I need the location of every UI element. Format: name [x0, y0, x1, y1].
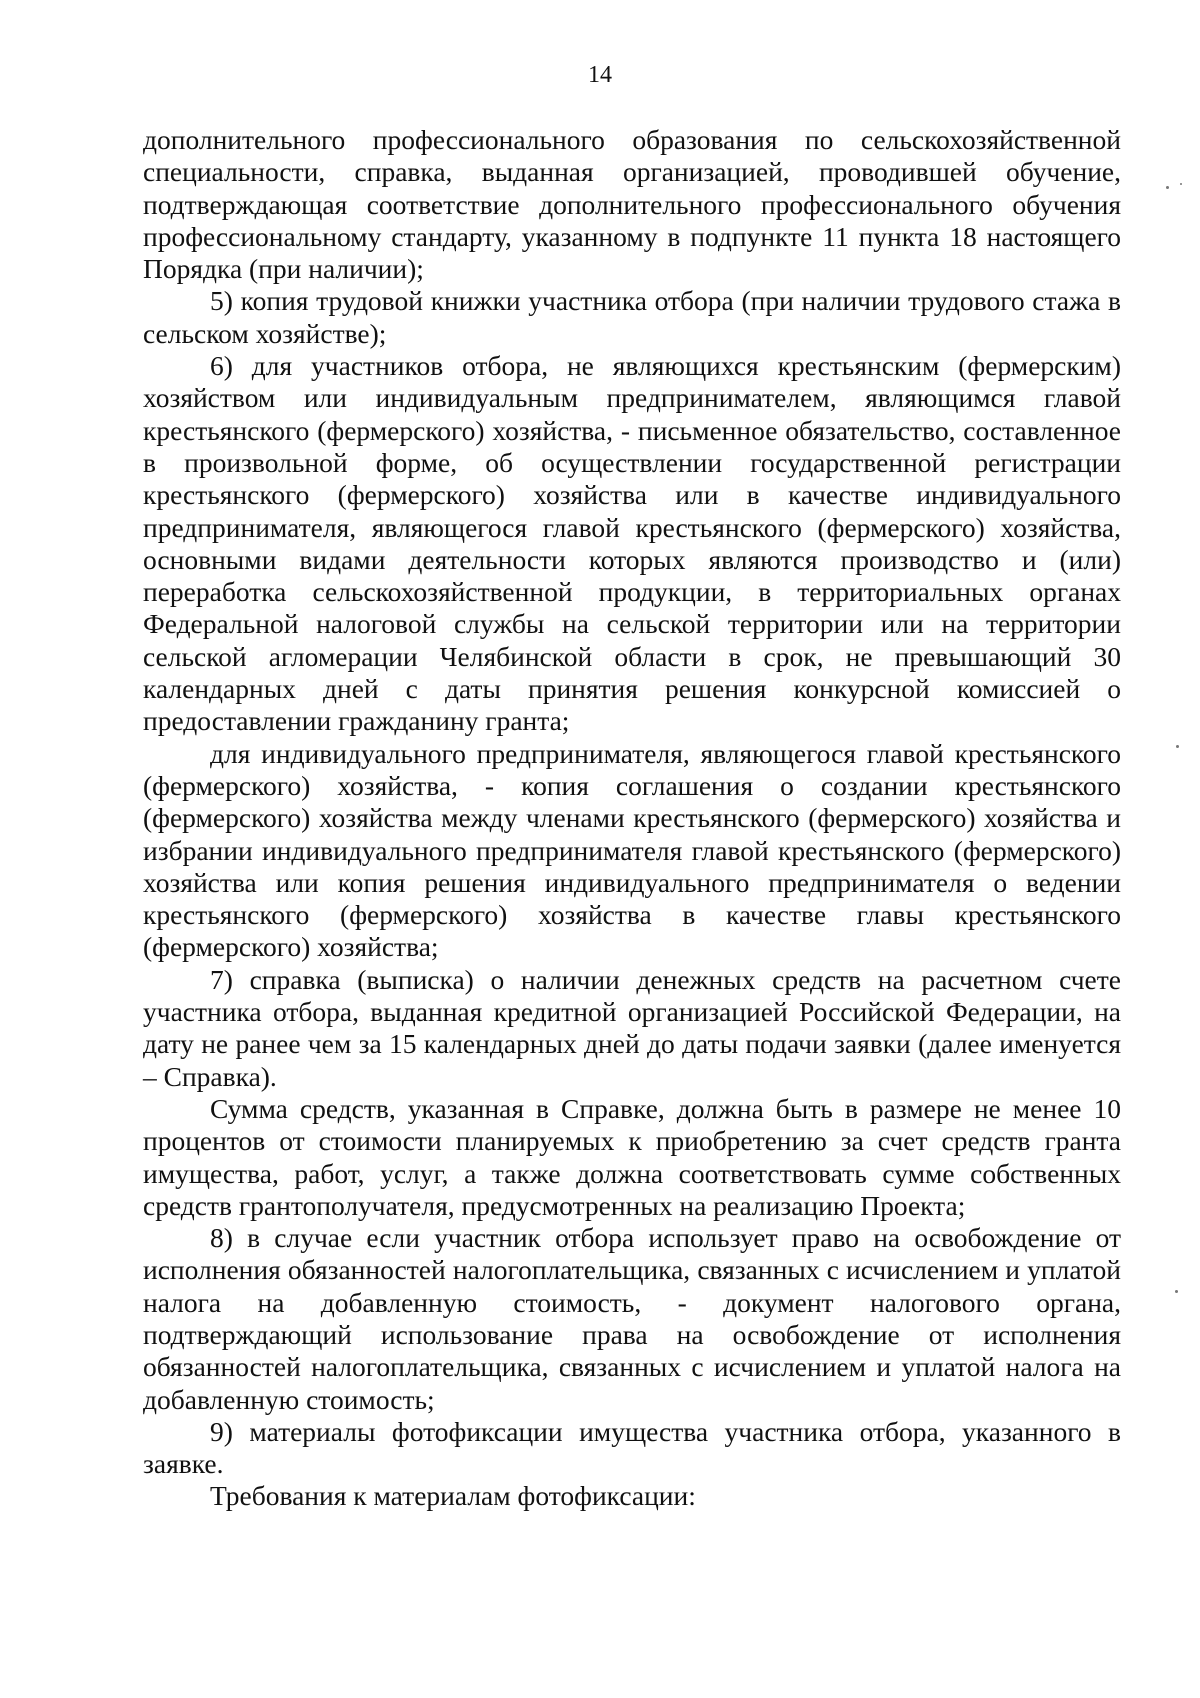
scan-speck: [1176, 745, 1179, 748]
page-number: 14: [588, 62, 612, 88]
paragraph-item-7: 7) справка (выписка) о наличии денежных средств на расчетном счете участника отбора, выданная кредитной организацией Российской Федерации, на дату не ранее чем за 15 календарных дней до даты подачи заявки (далее именуется – Справка).: [143, 963, 1121, 1092]
paragraph-funds-amount: Сумма средств, указанная в Справке, должна быть в размере не менее 10 процентов от стоимости планируемых к приобретению за счет средств гранта имущества, работ, услуг, а также должна соответствовать сумме собственных средств грантополучателя, предусмотренных на реализацию Проекта;: [143, 1092, 1121, 1221]
paragraph-continuation: дополнительного профессионального образования по сельскохозяйственной специальности, справка, выданная организацией, проводившей обучение, подтверждающая соответствие дополнительного профессионального обучения профессиональному стандарту, указанному в подпункте 11 пункта 18 настоящего Порядка (при наличии);: [143, 124, 1121, 285]
paragraph-item-5: 5) копия трудовой книжки участника отбора (при наличии трудового стажа в сельском хозяйстве);: [143, 285, 1121, 349]
scan-speck: [1180, 183, 1182, 185]
paragraph-photo-requirements: Требования к материалам фотофиксации:: [210, 1480, 696, 1512]
scan-speck: [1166, 186, 1169, 189]
paragraph-item-9: 9) материалы фотофиксации имущества участника отбора, указанного в заявке.: [143, 1415, 1121, 1480]
scan-speck: [1175, 1290, 1178, 1293]
document-body: [143, 124, 1121, 1513]
paragraph-item-6: 6) для участников отбора, не являющихся крестьянским (фермерским) хозяйством или индивидуальным предпринимателем, являющимся главой крестьянского (фермерского) хозяйства, - письменное обязательство, составленное в произвольной форме, об осуществлении государственной регистрации крестьянского (фермерского) хозяйства или в качестве индивидуального предпринимателя, являющегося главой крестьянского (фермерского) хозяйства, основными видами деятельности которых являются производство и (или) переработка сельскохозяйственной продукции, в территориальных органах Федеральной налоговой службы на сельской территории или на территории сельской агломерации Челябинской области в срок, не превышающий 30 календарных дней с даты принятия решения конкурсной комиссией о предоставлении гражданину гранта;: [143, 350, 1121, 737]
paragraph-item-6-entrepreneur: для индивидуального предпринимателя, являющегося главой крестьянского (фермерского) хозяйства, - копия соглашения о создании крестьянского (фермерского) хозяйства между членами крестьянского (фермерского) хозяйства и избрании индивидуального предпринимателя главой крестьянского (фермерского) хозяйства или копия решения индивидуального предпринимателя о ведении крестьянского (фермерского) хозяйства в качестве главы крестьянского (фермерского) хозяйства;: [143, 737, 1121, 963]
paragraph-item-8: 8) в случае если участник отбора использует право на освобождение от исполнения обязанностей налогоплательщика, связанных с исчислением и уплатой налога на добавленную стоимость, - документ налогового органа, подтверждающий использование права на освобождение от исполнения обязанностей налогоплательщика, связанных с исчислением и уплатой налога на добавленную стоимость;: [143, 1222, 1121, 1415]
